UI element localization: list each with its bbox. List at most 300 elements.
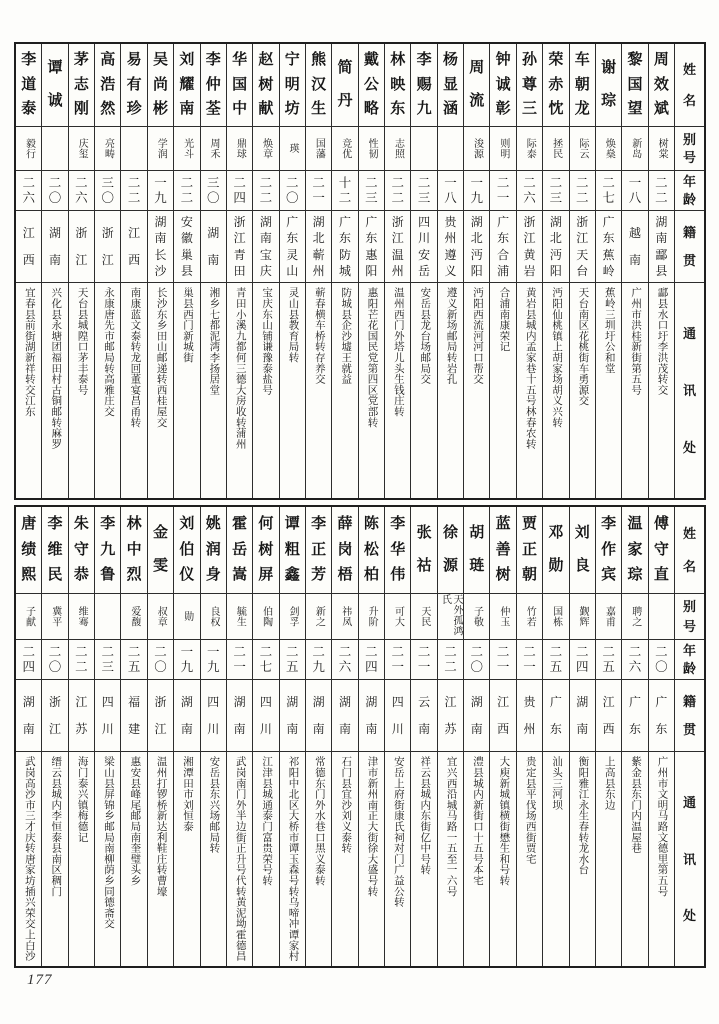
person-column (569, 44, 595, 498)
person-age: 二 一 (306, 170, 331, 210)
person-column (279, 507, 305, 966)
person-address: 石门县宜沙刘义泰转 (332, 751, 357, 966)
person-origin: 云 南 (411, 679, 436, 751)
person-name: 刘 耀 南 (179, 52, 195, 117)
person-alias: 聘之 (622, 593, 647, 639)
person-alias: 性韧 (359, 126, 384, 170)
person-name: 朱 守 恭 (73, 516, 89, 583)
person-origin: 湖 南 (42, 210, 67, 282)
person-origin: 江 西 (121, 210, 146, 282)
person-origin: 湖 南 (227, 679, 252, 751)
field-label-address: 通 讯 处 (675, 751, 704, 966)
person-address: 防城县企沙墟王就益 (332, 282, 357, 498)
person-alias: 则明 (490, 126, 515, 170)
person-alias: 亮畴 (95, 126, 120, 170)
person-alias: 焕章 (253, 126, 278, 170)
person-alias: 毅行 (16, 126, 41, 170)
person-name: 李 仲 荃 (205, 52, 221, 117)
person-age: 一 九 (201, 639, 226, 679)
person-column (331, 507, 357, 966)
person-name: 熊 汉 生 (311, 52, 327, 117)
person-age: 二 〇 (42, 639, 67, 679)
person-alias: 觐辉 (570, 593, 595, 639)
person-age: 二 一 (385, 639, 410, 679)
person-origin: 湖 南 (306, 679, 331, 751)
field-label-name: 姓 名 (682, 61, 696, 109)
person-address: 蕉岭三圳圩公和堂 (596, 282, 621, 498)
person-address: 衡阳雅江永生春转龙水台 (570, 751, 595, 966)
person-alias (121, 126, 146, 170)
person-name: 钟 诚 彰 (495, 52, 511, 117)
person-name: 林 映 东 (390, 52, 406, 117)
person-column (331, 44, 357, 498)
person-column (173, 507, 199, 966)
person-address: 安岳县东兴场邮局转 (201, 751, 226, 966)
person-address: 蕲春横车桥转存养交 (306, 282, 331, 498)
person-alias: 良权 (201, 593, 226, 639)
person-alias: 子敬 (464, 593, 489, 639)
person-origin: 湖 南 宝 庆 (253, 210, 278, 282)
person-name: 邓 勋 (548, 524, 564, 575)
person-column (621, 44, 647, 498)
person-address: 沔阳仙桃镇上胡家场胡义兴转 (543, 282, 568, 498)
field-label-name: 姓 名 (682, 526, 696, 574)
person-alias: 毓生 (227, 593, 252, 639)
person-age: 二 三 (411, 170, 436, 210)
person-name: 谢 琮 (601, 60, 617, 109)
person-address: 大庾新城镇横街懋生和号转 (490, 751, 515, 966)
field-label-origin: 籍 贯 (675, 679, 704, 751)
person-address: 广州市文明马路文德里第五号 (649, 751, 674, 966)
person-age: 二 三 (543, 170, 568, 210)
person-name: 李 九 鲁 (100, 516, 116, 583)
person-alias: 国栋 (543, 593, 568, 639)
person-origin: 四 川 (95, 679, 120, 751)
person-age: 二 〇 (148, 639, 173, 679)
person-column (120, 44, 146, 498)
person-name: 谭 粗 鑫 (284, 516, 300, 583)
person-alias: 嘉甫 (596, 593, 621, 639)
person-alias: 维骞 (69, 593, 94, 639)
person-address: 合浦南康荣记 (490, 282, 515, 498)
person-origin: 湖 南 (201, 210, 226, 282)
person-column (120, 507, 146, 966)
person-alias: 伯陶 (253, 593, 278, 639)
person-age: 二 一 (490, 170, 515, 210)
person-address: 武岗南门外半边街正升号代转黄泥坳霍德昌 (227, 751, 252, 966)
person-origin: 江 西 (490, 679, 515, 751)
person-age: 十 二 (332, 170, 357, 210)
person-origin: 广 东 (622, 679, 647, 751)
person-alias: 焕燊 (596, 126, 621, 170)
person-name: 张 祜 (416, 524, 432, 575)
person-column (569, 507, 595, 966)
person-address: 巢县西门新城街 (174, 282, 199, 498)
person-name: 赵 树 献 (258, 52, 274, 117)
person-address: 天台南区花桃街车勇源交 (570, 282, 595, 498)
person-column (279, 44, 305, 498)
person-column (200, 44, 226, 498)
person-origin: 广 东 防 城 (332, 210, 357, 282)
person-name: 吴 尚 彬 (152, 52, 168, 117)
person-alias: 竹若 (517, 593, 542, 639)
person-address: 安岳上府街康氏祠对门广益公转 (385, 751, 410, 966)
person-name: 李 作 宾 (601, 516, 617, 583)
person-origin: 江 苏 (438, 679, 463, 751)
person-alias: 冀平 (42, 593, 67, 639)
person-name: 霍 岳 嵩 (232, 516, 248, 583)
person-age: 二 六 (622, 639, 647, 679)
person-address: 青田小溪九都何三德大房收转蒲州 (227, 282, 252, 498)
person-origin: 浙 江 温 州 (385, 210, 410, 282)
person-age: 二 〇 (280, 170, 305, 210)
person-address: 湘潭田市刘恒泰 (174, 751, 199, 966)
person-age: 二 七 (253, 639, 278, 679)
person-address: 梁山县屏锦乡邮局南柳荫乡同德斋交 (95, 751, 120, 966)
person-origin: 湖 北 沔 阳 (543, 210, 568, 282)
person-column (358, 507, 384, 966)
person-origin: 湖 北 蕲 州 (306, 210, 331, 282)
person-age: 三 〇 (95, 170, 120, 210)
person-age: 三 〇 (201, 170, 226, 210)
person-address: 宜春县前街湖新祥转交江东 (16, 282, 41, 498)
person-age: 一 九 (464, 170, 489, 210)
person-address: 兴化县永塘团福田村古铜邮转麻罗 (42, 282, 67, 498)
person-alias: 浚源 (464, 126, 489, 170)
person-address: 灵山县教育局转 (280, 282, 305, 498)
person-address: 贵定县平伐场西街贾宅 (517, 751, 542, 966)
person-origin: 四 川 (201, 679, 226, 751)
directory-table-bottom (14, 505, 706, 968)
person-alias: 际泰 (517, 126, 542, 170)
person-column (516, 44, 542, 498)
person-column (147, 44, 173, 498)
person-origin: 湖 南 酃 县 (649, 210, 674, 282)
person-alias: 新之 (306, 593, 331, 639)
person-origin: 江 西 (596, 679, 621, 751)
person-alias: 国藩 (306, 126, 331, 170)
person-origin: 广 东 (543, 679, 568, 751)
person-origin: 广 东 蕉 岭 (596, 210, 621, 282)
person-name: 高 浩 然 (100, 52, 116, 117)
person-alias: 爱馥 (121, 593, 146, 639)
person-alias: 祎凤 (332, 593, 357, 639)
person-alias (95, 593, 120, 639)
person-age: 一 八 (438, 170, 463, 210)
person-name: 宁 明 坊 (284, 52, 300, 117)
person-name: 傅 守 直 (653, 516, 669, 583)
person-alias: 拯民 (543, 126, 568, 170)
person-age: 二 三 (95, 639, 120, 679)
person-address: 江津县城通泰门富贵荣号转 (253, 751, 278, 966)
person-origin: 广 东 灵 山 (280, 210, 305, 282)
person-column (200, 507, 226, 966)
person-column (516, 507, 542, 966)
person-name: 刘 良 (574, 524, 590, 575)
person-origin: 湖 南 (359, 679, 384, 751)
person-age: 二 五 (280, 639, 305, 679)
person-address: 黄岩县城内孟家巷十五号林春农转 (517, 282, 542, 498)
person-alias: 周禾 (201, 126, 226, 170)
person-origin: 湖 南 长 沙 (148, 210, 173, 282)
person-name: 简 丹 (337, 60, 353, 109)
person-name: 黎 国 望 (627, 52, 643, 117)
person-address: 温州打锣桥新达利鞋庄转曹壕 (148, 751, 173, 966)
person-origin: 浙 江 (95, 210, 120, 282)
person-alias: 学润 (148, 126, 173, 170)
person-origin: 湖 南 (174, 679, 199, 751)
person-origin: 四 川 安 岳 (411, 210, 436, 282)
person-alias (411, 126, 436, 170)
person-origin: 湖 南 (570, 679, 595, 751)
person-alias: 可大 (385, 593, 410, 639)
person-age: 二 〇 (42, 170, 67, 210)
person-name: 李 维 民 (47, 516, 63, 583)
person-origin: 湖 南 (280, 679, 305, 751)
person-age: 二 四 (359, 639, 384, 679)
person-name: 胡 琏 (469, 524, 485, 575)
person-origin: 安 徽 巢 县 (174, 210, 199, 282)
person-column (621, 507, 647, 966)
person-address: 长沙东乡田山邮递转西桂屋交 (148, 282, 173, 498)
person-origin: 湖 南 (332, 679, 357, 751)
person-address: 沔阳西流河河口帮交 (464, 282, 489, 498)
person-age: 二 二 (253, 170, 278, 210)
person-age: 二 三 (359, 170, 384, 210)
person-column (410, 507, 436, 966)
person-age: 二 二 (438, 639, 463, 679)
person-column (542, 44, 568, 498)
person-address: 祥云县城内东街亿中号转 (411, 751, 436, 966)
person-alias: 树棠 (649, 126, 674, 170)
person-address: 海门泰兴镇梅德记 (69, 751, 94, 966)
person-age: 二 四 (16, 639, 41, 679)
person-address: 惠安县峰尾邮局南奎璧头乡 (121, 751, 146, 966)
person-name: 林 中 烈 (126, 516, 142, 583)
field-label-age: 年 龄 (675, 170, 704, 210)
person-alias: 鼎球 (227, 126, 252, 170)
person-age: 二 六 (16, 170, 41, 210)
person-age: 二 二 (121, 170, 146, 210)
person-column (437, 507, 463, 966)
person-age: 二 六 (69, 170, 94, 210)
person-origin: 贵 州 (517, 679, 542, 751)
person-origin: 浙 江 (42, 679, 67, 751)
person-age: 二 一 (490, 639, 515, 679)
person-age: 二 五 (596, 639, 621, 679)
person-origin: 贵 州 遵 义 (438, 210, 463, 282)
person-origin: 越 南 (622, 210, 647, 282)
person-name: 徐 源 (442, 524, 458, 575)
person-column (252, 44, 278, 498)
person-name: 杨 显 涵 (442, 52, 458, 117)
field-label-address: 通 讯 处 (675, 282, 704, 498)
person-origin: 浙 江 青 田 (227, 210, 252, 282)
person-column (147, 507, 173, 966)
person-column (41, 507, 67, 966)
person-name: 李 道 泰 (21, 52, 37, 117)
person-alias: 竞优 (332, 126, 357, 170)
person-origin: 湖 北 沔 阳 (464, 210, 489, 282)
person-alias (42, 126, 67, 170)
person-column (463, 507, 489, 966)
person-alias: 志照 (385, 126, 410, 170)
field-label-age: 年 龄 (675, 639, 704, 679)
field-label-column (674, 507, 704, 966)
person-name: 孙 尊 三 (522, 52, 538, 117)
person-age: 二 二 (649, 170, 674, 210)
person-address: 宜兴西沿城马路一五至一六号 (438, 751, 463, 966)
person-name: 李 正 芳 (311, 516, 327, 583)
person-column (226, 507, 252, 966)
person-address: 广州市洪桂新街第五号 (622, 282, 647, 498)
person-name: 蓝 善 树 (495, 516, 511, 583)
person-origin: 福 建 (121, 679, 146, 751)
person-origin: 广 东 合 浦 (490, 210, 515, 282)
person-age: 二 二 (570, 170, 595, 210)
person-name: 刘 伯 仪 (179, 516, 195, 583)
person-column (489, 44, 515, 498)
person-address: 缙云县城内李恒泰县南区稠门 (42, 751, 67, 966)
person-name: 华 国 中 (232, 52, 248, 117)
person-column (463, 44, 489, 498)
person-age: 二 四 (227, 170, 252, 210)
person-address: 上高县东边 (596, 751, 621, 966)
person-origin: 浙 江 黄 岩 (517, 210, 542, 282)
person-name: 车 朝 龙 (574, 52, 590, 117)
person-column (226, 44, 252, 498)
person-origin: 四 川 (385, 679, 410, 751)
field-label-origin: 籍 贯 (675, 210, 704, 282)
person-name: 金 雯 (152, 524, 168, 575)
person-age: 二 四 (570, 639, 595, 679)
person-origin: 广 东 (649, 679, 674, 751)
person-origin: 江 西 (16, 210, 41, 282)
person-name: 温 家 琮 (627, 516, 643, 583)
person-address: 常德东门外水巷口黑义泰转 (306, 751, 331, 966)
person-column (410, 44, 436, 498)
person-name: 谭 诚 (47, 60, 63, 109)
person-address: 酃县水口圩李洪茂转交 (649, 282, 674, 498)
field-label-alias: 别 号 (675, 126, 704, 170)
person-age: 二 一 (517, 639, 542, 679)
person-name: 唐 绩 熙 (21, 516, 37, 583)
person-column (648, 44, 674, 498)
person-column (16, 507, 41, 966)
person-column (648, 507, 674, 966)
person-name: 戴 公 略 (363, 52, 379, 117)
person-column (68, 507, 94, 966)
person-column (16, 44, 41, 498)
person-name: 茅 志 刚 (73, 52, 89, 117)
person-column (173, 44, 199, 498)
person-alias (649, 593, 674, 639)
person-origin: 浙 江 天 台 (570, 210, 595, 282)
person-age: 一 八 (622, 170, 647, 210)
person-address: 惠阳芒花国民党第四区党部转 (359, 282, 384, 498)
person-alias: 瑛 (280, 126, 305, 170)
person-name: 荣 赤 忱 (548, 52, 564, 117)
person-origin: 湖 南 (464, 679, 489, 751)
person-column (94, 507, 120, 966)
person-name: 李 赐 九 (416, 52, 432, 117)
person-address: 武岗高沙市三才庆转唐家坊插兴荣交上白沙 (16, 751, 41, 966)
person-age: 一 九 (148, 170, 173, 210)
person-origin: 湖 南 (16, 679, 41, 751)
person-column (595, 507, 621, 966)
person-address: 湘乡七都泥湾李扬居堂 (201, 282, 226, 498)
directory-table-top (14, 42, 706, 500)
person-column (41, 44, 67, 498)
person-address: 祁阳中北区大桥市谭玉森号转乌啼冲谭家村 (280, 751, 305, 966)
person-address: 津市新州南正大街徐大盛号转 (359, 751, 384, 966)
person-origin: 浙 江 (148, 679, 173, 751)
person-age: 二 〇 (464, 639, 489, 679)
person-column (305, 507, 331, 966)
person-origin: 广 东 惠 阳 (359, 210, 384, 282)
person-alias: 叔章 (148, 593, 173, 639)
person-age: 二 一 (411, 639, 436, 679)
person-column (384, 44, 410, 498)
person-name: 周 流 (469, 60, 485, 109)
person-age: 二 七 (596, 170, 621, 210)
person-column (437, 44, 463, 498)
person-name: 何 树 屏 (258, 516, 274, 583)
person-alias: 庆玺 (69, 126, 94, 170)
field-label-column (674, 44, 704, 498)
person-alias: 剑孚 (280, 593, 305, 639)
person-origin: 江 苏 (69, 679, 94, 751)
person-origin: 浙 江 (69, 210, 94, 282)
person-name: 贾 正 朝 (522, 516, 538, 583)
person-address: 天台县城隍口茅丰泰号 (69, 282, 94, 498)
person-address: 宝庆东山铺谦豫泰盐号 (253, 282, 278, 498)
person-age: 二 二 (69, 639, 94, 679)
person-alias: 光斗 (174, 126, 199, 170)
person-alias: 际云 (570, 126, 595, 170)
person-age: 二 〇 (649, 639, 674, 679)
person-column (542, 507, 568, 966)
person-origin: 四 川 (253, 679, 278, 751)
person-alias: 天外孤鸿氏 (438, 593, 463, 639)
person-age: 二 六 (517, 170, 542, 210)
person-alias: 子献 (16, 593, 41, 639)
person-age: 一 九 (174, 639, 199, 679)
person-alias (438, 126, 463, 170)
person-column (94, 44, 120, 498)
person-address: 永康唐先市邮局转高雅庄交 (95, 282, 120, 498)
person-alias: 勋 (174, 593, 199, 639)
person-age: 二 九 (306, 639, 331, 679)
person-column (595, 44, 621, 498)
person-alias: 天民 (411, 593, 436, 639)
field-label-alias: 别 号 (675, 593, 704, 639)
person-alias: 升阶 (359, 593, 384, 639)
person-name: 姚 润 身 (205, 516, 221, 583)
person-column (384, 507, 410, 966)
person-name: 周 效 斌 (653, 52, 669, 117)
person-address: 温州西门外塔儿头生钱庄转 (385, 282, 410, 498)
person-age: 二 六 (332, 639, 357, 679)
person-name: 李 华 伟 (390, 516, 406, 583)
person-address: 紫金县东门内温屋巷 (622, 751, 647, 966)
person-age: 二 五 (121, 639, 146, 679)
page-number: 177 (27, 972, 53, 988)
person-alias: 新岛 (622, 126, 647, 170)
person-address: 遵义新场邮局转岩孔 (438, 282, 463, 498)
person-address: 安岳县龙台场邮局交 (411, 282, 436, 498)
person-column (305, 44, 331, 498)
